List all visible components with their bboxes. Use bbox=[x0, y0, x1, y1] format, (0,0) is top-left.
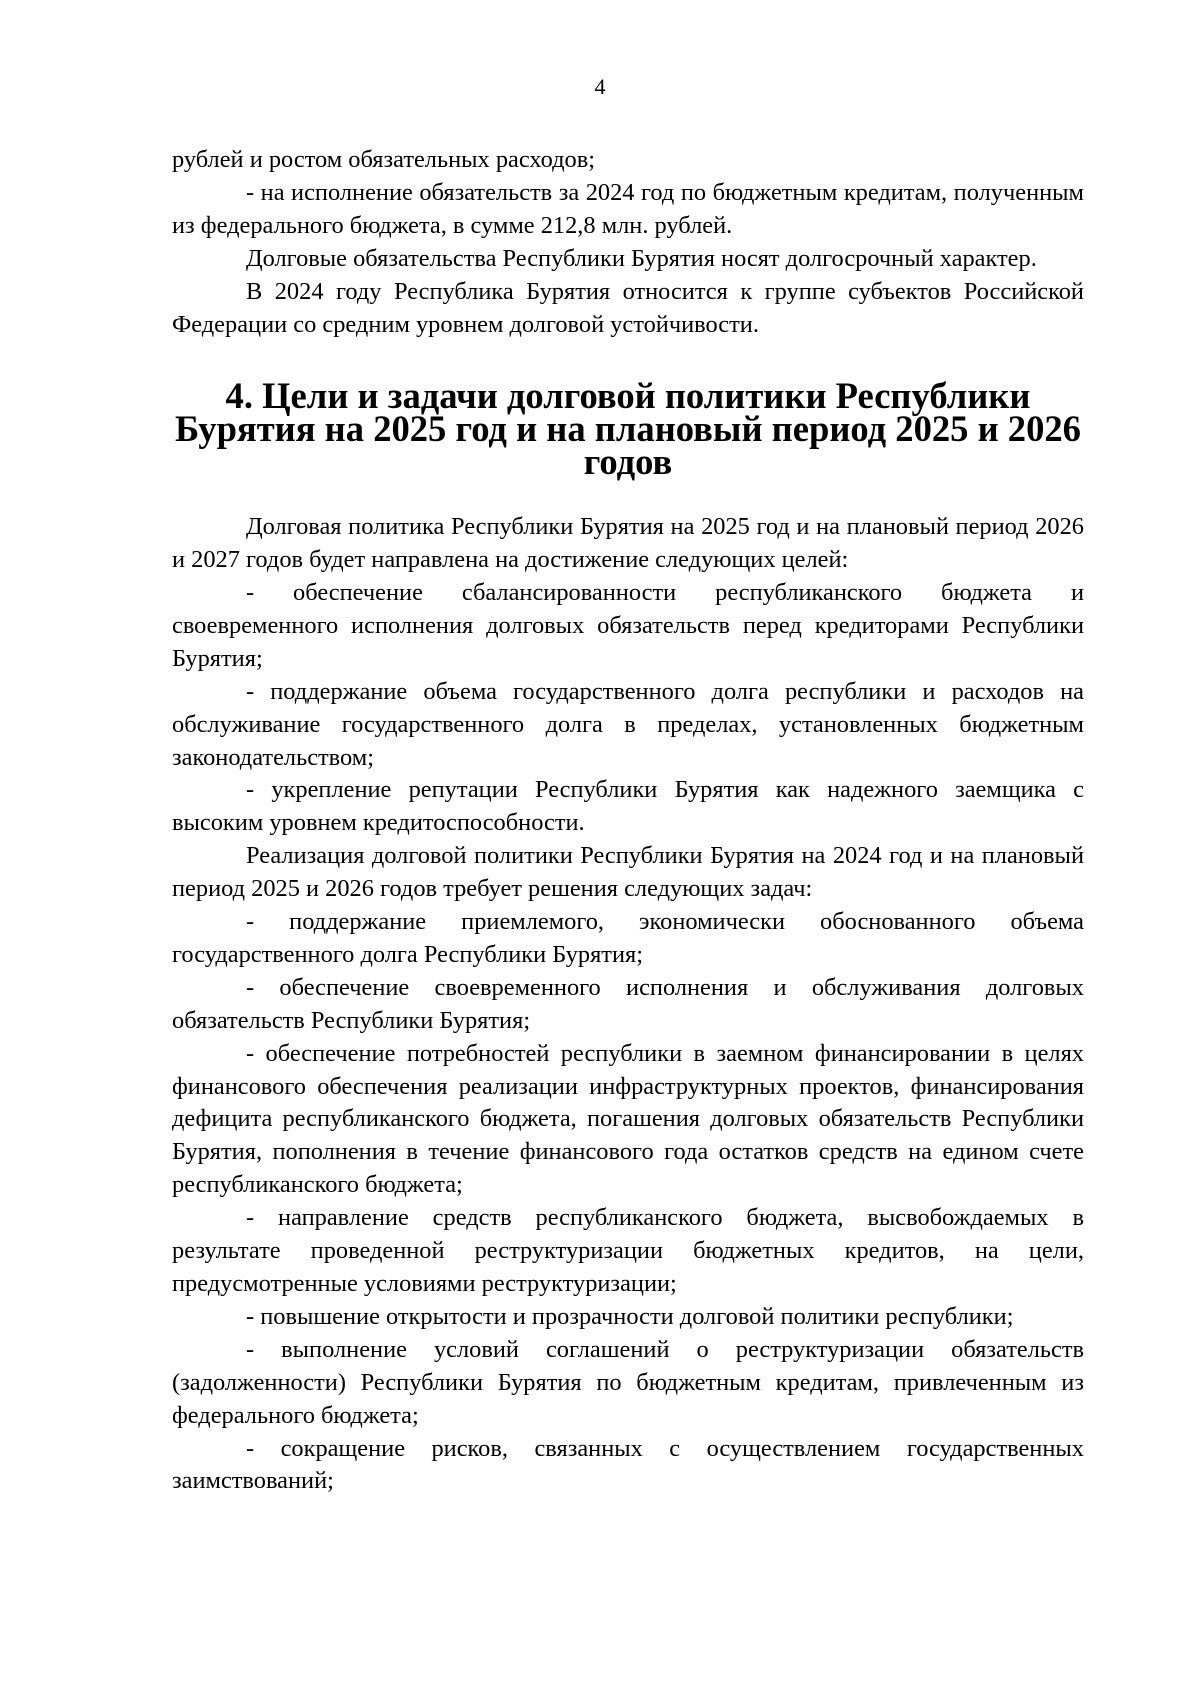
section-heading-line-2: Бурятия на 2025 год и на плановый период 2025 и 2026 годов bbox=[175, 408, 1081, 483]
paragraph: - обеспечение своевременного исполнения и обслуживания долговых обязательств Республики Бурятия; bbox=[172, 973, 1084, 1034]
paragraph: - поддержание приемлемого, экономически обоснованного объема государственного долга Республики Бурятия; bbox=[172, 908, 1084, 968]
document-body bbox=[172, 144, 1084, 1498]
paragraph: В 2024 году Республика Бурятия относится к группе субъектов Российской Федерации со средним уровнем долговой устойчивости. bbox=[172, 277, 1084, 338]
paragraph: Реализация долговой политики Республики Бурятия на 2024 год и на плановый период 2025 и 2026 годов требует решения следующих задач: bbox=[172, 842, 1084, 903]
paragraph: - направление средств республиканского бюджета, высвобождаемых в результате проведенной реструктуризации бюджетных кредитов, на цели, предусмотренные условиями реструктуризации; bbox=[172, 1204, 1084, 1297]
paragraph: - поддержание объема государственного долга республики и расходов на обслуживание государственного долга в пределах, установленных бюджетным законодательством; bbox=[172, 677, 1084, 771]
section-heading bbox=[172, 375, 1084, 483]
section-heading-line-1: 4. Цели и задачи долговой политики Республики bbox=[225, 375, 1031, 417]
paragraph: - выполнение условий соглашений о реструктуризации обязательств (задолженности) Республики Бурятия по бюджетным кредитам, привлеченным из федерального бюджета; bbox=[172, 1335, 1084, 1429]
paragraph: - обеспечение сбалансированности республиканского бюджета и своевременного исполнения долговых обязательств перед кредиторами Республики Бурятия; bbox=[172, 578, 1084, 672]
paragraph: - сокращение рисков, связанных с осуществлением государственных заимствований; bbox=[172, 1434, 1084, 1495]
paragraph: Долговая политика Республики Бурятия на 2025 год и на плановый период 2026 и 2027 годов будет направлена на достижение следующих целей: bbox=[172, 513, 1084, 574]
paragraph: - укрепление репутации Республики Бурятия как надежного заемщика с высоким уровнем кредитоспособности. bbox=[172, 776, 1084, 837]
paragraph: Долговые обязательства Республики Бурятия носят долгосрочный характер. bbox=[246, 244, 1037, 272]
paragraph: - обеспечение потребностей республики в заемном финансировании в целях финансового обеспечения реализации инфраструктурных проектов, финансирования дефицита республиканского бюджета, погашения долговых обязательств Республики Бурятия, пополнения в течение финансового года остатков средств на едином счете республиканского бюджета; bbox=[172, 1039, 1084, 1199]
paragraph: рублей и ростом обязательных расходов; bbox=[172, 146, 596, 173]
paragraph: - на исполнение обязательств за 2024 год по бюджетным кредитам, полученным из федерального бюджета, в сумме 212,8 млн. рублей. bbox=[172, 178, 1084, 239]
page-number: 4 bbox=[594, 74, 606, 99]
paragraph: - повышение открытости и прозрачности долговой политики республики; bbox=[246, 1302, 1014, 1330]
